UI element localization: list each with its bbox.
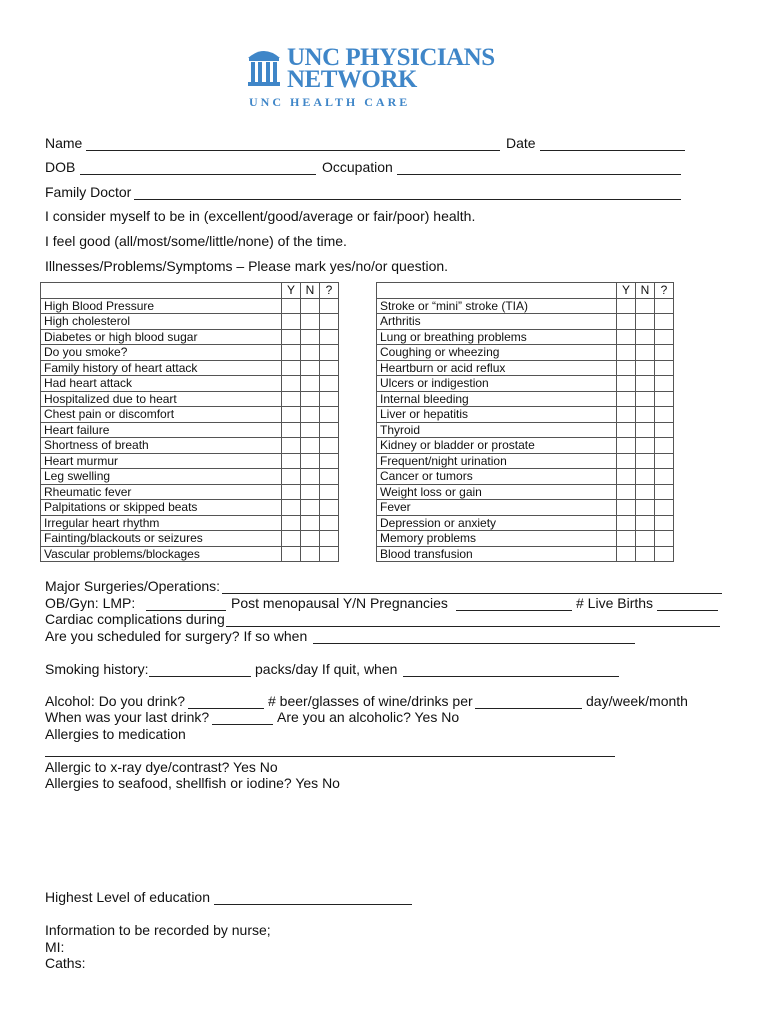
symptom-label: Hospitalized due to heart bbox=[41, 391, 282, 407]
checkbox-no[interactable] bbox=[636, 391, 655, 407]
checkbox-no[interactable] bbox=[636, 484, 655, 500]
symptom-label: Lung or breathing problems bbox=[377, 329, 617, 345]
checkbox-question[interactable] bbox=[320, 469, 339, 485]
checkbox-yes[interactable] bbox=[282, 360, 301, 376]
checkbox-question[interactable] bbox=[320, 407, 339, 423]
symptom-row bbox=[377, 500, 674, 516]
symptom-label: Heart failure bbox=[41, 422, 282, 438]
symptom-row bbox=[377, 314, 674, 330]
checkbox-yes[interactable] bbox=[617, 515, 636, 531]
symptom-row bbox=[41, 453, 339, 469]
symptom-row bbox=[41, 329, 339, 345]
symptom-label: Kidney or bladder or prostate bbox=[377, 438, 617, 454]
checkbox-no[interactable] bbox=[301, 438, 320, 454]
checkbox-question[interactable] bbox=[320, 453, 339, 469]
symptom-row bbox=[377, 484, 674, 500]
symptom-label: Fever bbox=[377, 500, 617, 516]
checkbox-no[interactable] bbox=[301, 376, 320, 392]
symptom-row bbox=[41, 376, 339, 392]
checkbox-yes[interactable] bbox=[617, 314, 636, 330]
checkbox-no[interactable] bbox=[301, 484, 320, 500]
symptom-row bbox=[41, 438, 339, 454]
logo-line2: NETWORK bbox=[287, 66, 417, 93]
checkbox-no[interactable] bbox=[636, 376, 655, 392]
checkbox-question[interactable] bbox=[655, 453, 674, 469]
checkbox-yes[interactable] bbox=[617, 531, 636, 547]
checkbox-yes[interactable] bbox=[282, 469, 301, 485]
symptoms-table-right bbox=[376, 282, 674, 562]
symptom-row bbox=[377, 391, 674, 407]
live-births-field[interactable] bbox=[657, 610, 718, 611]
symptom-row bbox=[41, 422, 339, 438]
checkbox-no[interactable] bbox=[301, 298, 320, 314]
symptom-row bbox=[377, 546, 674, 562]
checkbox-yes[interactable] bbox=[617, 422, 636, 438]
checkbox-question[interactable] bbox=[655, 469, 674, 485]
symptom-label: High Blood Pressure bbox=[41, 298, 282, 314]
checkbox-question[interactable] bbox=[320, 314, 339, 330]
symptom-row bbox=[41, 515, 339, 531]
drinks-per-label: # beer/glasses of wine/drinks per bbox=[268, 693, 473, 709]
drinks-per-field[interactable] bbox=[475, 708, 582, 709]
checkbox-yes[interactable] bbox=[617, 453, 636, 469]
checkbox-no[interactable] bbox=[301, 314, 320, 330]
symptom-label: Memory problems bbox=[377, 531, 617, 547]
dob-label: DOB bbox=[45, 159, 76, 175]
allergies-medication-label: Allergies to medication bbox=[45, 726, 186, 742]
symptom-row bbox=[377, 515, 674, 531]
checkbox-no[interactable] bbox=[301, 407, 320, 423]
checkbox-no[interactable] bbox=[636, 546, 655, 562]
header-yes: Y bbox=[617, 283, 636, 299]
family-doctor-field[interactable] bbox=[134, 199, 681, 200]
symptom-label: Fainting/blackouts or seizures bbox=[41, 531, 282, 547]
symptom-label: Heartburn or acid reflux bbox=[377, 360, 617, 376]
logo-line1: UNC PHYSICIANS bbox=[287, 44, 495, 71]
symptom-label: Arthritis bbox=[377, 314, 617, 330]
checkbox-yes[interactable] bbox=[282, 329, 301, 345]
checkbox-no[interactable] bbox=[301, 422, 320, 438]
checkbox-question[interactable] bbox=[320, 345, 339, 361]
checkbox-question[interactable] bbox=[320, 500, 339, 516]
header-question: ? bbox=[320, 283, 339, 299]
header-blank-cell bbox=[41, 283, 282, 299]
header-no: N bbox=[301, 283, 320, 299]
checkbox-no[interactable] bbox=[636, 360, 655, 376]
symptom-row bbox=[377, 376, 674, 392]
post-menopausal-label: Post menopausal Y/N Pregnancies bbox=[231, 595, 448, 611]
checkbox-question[interactable] bbox=[320, 546, 339, 562]
checkbox-yes[interactable] bbox=[617, 469, 636, 485]
checkbox-yes[interactable] bbox=[282, 298, 301, 314]
checkbox-no[interactable] bbox=[301, 391, 320, 407]
surgeries-label: Major Surgeries/Operations: bbox=[45, 578, 221, 594]
checkbox-yes[interactable] bbox=[282, 345, 301, 361]
surgeries-field[interactable] bbox=[222, 593, 722, 594]
alcohol-label: Alcohol: Do you drink? bbox=[45, 693, 186, 709]
checkbox-yes[interactable] bbox=[282, 422, 301, 438]
symptom-label: Weight loss or gain bbox=[377, 484, 617, 500]
checkbox-question[interactable] bbox=[655, 407, 674, 423]
symptom-label: Chest pain or discomfort bbox=[41, 407, 282, 423]
checkbox-no[interactable] bbox=[636, 438, 655, 454]
symptom-label: Frequent/night urination bbox=[377, 453, 617, 469]
checkbox-no[interactable] bbox=[301, 531, 320, 547]
checkbox-yes[interactable] bbox=[282, 531, 301, 547]
symptom-label: Do you smoke? bbox=[41, 345, 282, 361]
checkbox-yes[interactable] bbox=[617, 438, 636, 454]
checkbox-yes[interactable] bbox=[617, 329, 636, 345]
checkbox-question[interactable] bbox=[655, 345, 674, 361]
checkbox-no[interactable] bbox=[636, 314, 655, 330]
scheduled-surgery-field[interactable] bbox=[313, 643, 635, 644]
illnesses-statement: Illnesses/Problems/Symptoms – Please mark yes/no/or question. bbox=[45, 258, 449, 274]
checkbox-no[interactable] bbox=[301, 500, 320, 516]
checkbox-question[interactable] bbox=[320, 484, 339, 500]
pregnancies-field[interactable] bbox=[456, 610, 572, 611]
symptom-row bbox=[41, 360, 339, 376]
checkbox-yes[interactable] bbox=[282, 407, 301, 423]
symptom-label: Liver or hepatitis bbox=[377, 407, 617, 423]
checkbox-question[interactable] bbox=[655, 329, 674, 345]
xray-allergy-label: Allergic to x-ray dye/contrast? Yes No bbox=[45, 759, 278, 775]
checkbox-yes[interactable] bbox=[617, 376, 636, 392]
alcoholic-label: Are you an alcoholic? Yes No bbox=[277, 709, 460, 725]
checkbox-yes[interactable] bbox=[282, 453, 301, 469]
occupation-label: Occupation bbox=[322, 159, 393, 175]
allergies-medication-field[interactable] bbox=[45, 756, 615, 757]
checkbox-no[interactable] bbox=[301, 515, 320, 531]
checkbox-question[interactable] bbox=[320, 438, 339, 454]
checkbox-yes[interactable] bbox=[617, 391, 636, 407]
header-question: ? bbox=[655, 283, 674, 299]
symptom-label: Cancer or tumors bbox=[377, 469, 617, 485]
checkbox-yes[interactable] bbox=[282, 515, 301, 531]
symptom-label: Family history of heart attack bbox=[41, 360, 282, 376]
table-header-row bbox=[377, 283, 674, 299]
checkbox-no[interactable] bbox=[636, 407, 655, 423]
checkbox-question[interactable] bbox=[320, 422, 339, 438]
checkbox-question[interactable] bbox=[655, 546, 674, 562]
symptom-label: Shortness of breath bbox=[41, 438, 282, 454]
symptom-label: Irregular heart rhythm bbox=[41, 515, 282, 531]
last-drink-field[interactable] bbox=[212, 724, 273, 725]
checkbox-no[interactable] bbox=[636, 329, 655, 345]
checkbox-question[interactable] bbox=[655, 298, 674, 314]
checkbox-no[interactable] bbox=[301, 469, 320, 485]
day-week-month-label: day/week/month bbox=[586, 693, 688, 709]
checkbox-yes[interactable] bbox=[282, 314, 301, 330]
symptom-row bbox=[377, 360, 674, 376]
checkbox-no[interactable] bbox=[301, 345, 320, 361]
symptom-label: Heart murmur bbox=[41, 453, 282, 469]
checkbox-question[interactable] bbox=[655, 376, 674, 392]
family-doctor-label: Family Doctor bbox=[45, 184, 132, 200]
cardiac-field[interactable] bbox=[226, 626, 720, 627]
symptom-row bbox=[41, 391, 339, 407]
symptom-label: Palpitations or skipped beats bbox=[41, 500, 282, 516]
checkbox-question[interactable] bbox=[655, 391, 674, 407]
symptom-row bbox=[41, 546, 339, 562]
symptom-label: Rheumatic fever bbox=[41, 484, 282, 500]
symptom-label: Diabetes or high blood sugar bbox=[41, 329, 282, 345]
checkbox-yes[interactable] bbox=[282, 500, 301, 516]
symptom-label: Leg swelling bbox=[41, 469, 282, 485]
checkbox-no[interactable] bbox=[301, 546, 320, 562]
symptom-label: High cholesterol bbox=[41, 314, 282, 330]
health-statement: I consider myself to be in (excellent/good/average or fair/poor) health. bbox=[45, 208, 476, 224]
building-columns-icon bbox=[246, 46, 282, 88]
checkbox-question[interactable] bbox=[655, 515, 674, 531]
checkbox-yes[interactable] bbox=[617, 345, 636, 361]
symptom-row bbox=[377, 329, 674, 345]
checkbox-yes[interactable] bbox=[617, 500, 636, 516]
header-blank-cell bbox=[377, 283, 617, 299]
checkbox-question[interactable] bbox=[320, 329, 339, 345]
scheduled-surgery-label: Are you scheduled for surgery? If so when bbox=[45, 628, 308, 644]
education-field[interactable] bbox=[214, 904, 412, 905]
checkbox-question[interactable] bbox=[655, 360, 674, 376]
checkbox-yes[interactable] bbox=[617, 360, 636, 376]
checkbox-question[interactable] bbox=[655, 500, 674, 516]
checkbox-yes[interactable] bbox=[617, 546, 636, 562]
checkbox-no[interactable] bbox=[301, 453, 320, 469]
symptom-row bbox=[41, 345, 339, 361]
last-drink-label: When was your last drink? bbox=[45, 709, 210, 725]
checkbox-yes[interactable] bbox=[617, 484, 636, 500]
symptom-label: Thyroid bbox=[377, 422, 617, 438]
education-label: Highest Level of education bbox=[45, 889, 210, 905]
date-field[interactable] bbox=[540, 150, 685, 151]
checkbox-no[interactable] bbox=[636, 500, 655, 516]
smoking-field[interactable] bbox=[149, 676, 251, 677]
symptom-row bbox=[377, 469, 674, 485]
checkbox-question[interactable] bbox=[655, 531, 674, 547]
symptom-row bbox=[377, 298, 674, 314]
checkbox-no[interactable] bbox=[636, 422, 655, 438]
symptom-row bbox=[377, 345, 674, 361]
symptom-label: Internal bleeding bbox=[377, 391, 617, 407]
checkbox-question[interactable] bbox=[655, 422, 674, 438]
feel-statement: I feel good (all/most/some/little/none) of the time. bbox=[45, 233, 347, 249]
symptom-row bbox=[41, 407, 339, 423]
symptoms-table-left bbox=[40, 282, 339, 562]
occupation-field[interactable] bbox=[397, 174, 681, 175]
checkbox-question[interactable] bbox=[320, 360, 339, 376]
checkbox-no[interactable] bbox=[301, 329, 320, 345]
symptom-row bbox=[377, 531, 674, 547]
obgyn-lmp-label: OB/Gyn: LMP: bbox=[45, 595, 136, 611]
symptom-label: Ulcers or indigestion bbox=[377, 376, 617, 392]
checkbox-question[interactable] bbox=[320, 531, 339, 547]
table-header-row bbox=[41, 283, 339, 299]
symptom-row bbox=[377, 422, 674, 438]
symptom-row bbox=[377, 438, 674, 454]
header-yes: Y bbox=[282, 283, 301, 299]
symptom-label: Stroke or “mini” stroke (TIA) bbox=[377, 298, 617, 314]
seafood-allergy-label: Allergies to seafood, shellfish or iodine? Yes No bbox=[45, 775, 340, 791]
checkbox-question[interactable] bbox=[655, 438, 674, 454]
checkbox-yes[interactable] bbox=[282, 376, 301, 392]
checkbox-no[interactable] bbox=[636, 345, 655, 361]
symptom-label: Vascular problems/blockages bbox=[41, 546, 282, 562]
symptom-label: Coughing or wheezing bbox=[377, 345, 617, 361]
symptom-row bbox=[41, 531, 339, 547]
checkbox-no[interactable] bbox=[301, 360, 320, 376]
symptom-row bbox=[377, 407, 674, 423]
symptom-row bbox=[41, 484, 339, 500]
live-births-label: # Live Births bbox=[576, 595, 654, 611]
date-label: Date bbox=[506, 135, 536, 151]
quit-when-field[interactable] bbox=[403, 676, 619, 677]
checkbox-yes[interactable] bbox=[282, 484, 301, 500]
checkbox-no[interactable] bbox=[636, 298, 655, 314]
nurse-info-label: Information to be recorded by nurse; bbox=[45, 922, 271, 938]
checkbox-yes[interactable] bbox=[282, 546, 301, 562]
checkbox-no[interactable] bbox=[636, 453, 655, 469]
symptom-row bbox=[377, 453, 674, 469]
packs-day-label: packs/day If quit, when bbox=[255, 661, 398, 677]
name-label: Name bbox=[45, 135, 83, 151]
checkbox-yes[interactable] bbox=[617, 407, 636, 423]
checkbox-yes[interactable] bbox=[617, 298, 636, 314]
caths-label: Caths: bbox=[45, 955, 86, 971]
smoking-label: Smoking history: bbox=[45, 661, 149, 677]
symptom-row bbox=[41, 314, 339, 330]
cardiac-label: Cardiac complications during bbox=[45, 611, 225, 627]
dob-field[interactable] bbox=[80, 174, 316, 175]
symptom-label: Blood transfusion bbox=[377, 546, 617, 562]
checkbox-question[interactable] bbox=[320, 298, 339, 314]
checkbox-question[interactable] bbox=[320, 391, 339, 407]
checkbox-no[interactable] bbox=[636, 531, 655, 547]
checkbox-question[interactable] bbox=[655, 484, 674, 500]
logo-subtitle: UNC HEALTH CARE bbox=[249, 95, 411, 109]
checkbox-question[interactable] bbox=[320, 515, 339, 531]
symptom-row bbox=[41, 298, 339, 314]
checkbox-no[interactable] bbox=[636, 515, 655, 531]
name-field[interactable] bbox=[86, 150, 500, 151]
checkbox-yes[interactable] bbox=[282, 391, 301, 407]
checkbox-no[interactable] bbox=[636, 469, 655, 485]
symptom-label: Had heart attack bbox=[41, 376, 282, 392]
header-no: N bbox=[636, 283, 655, 299]
checkbox-yes[interactable] bbox=[282, 438, 301, 454]
symptom-row bbox=[41, 469, 339, 485]
mi-label: MI: bbox=[45, 939, 65, 955]
symptom-row bbox=[41, 500, 339, 516]
checkbox-question[interactable] bbox=[320, 376, 339, 392]
symptom-label: Depression or anxiety bbox=[377, 515, 617, 531]
checkbox-question[interactable] bbox=[655, 314, 674, 330]
